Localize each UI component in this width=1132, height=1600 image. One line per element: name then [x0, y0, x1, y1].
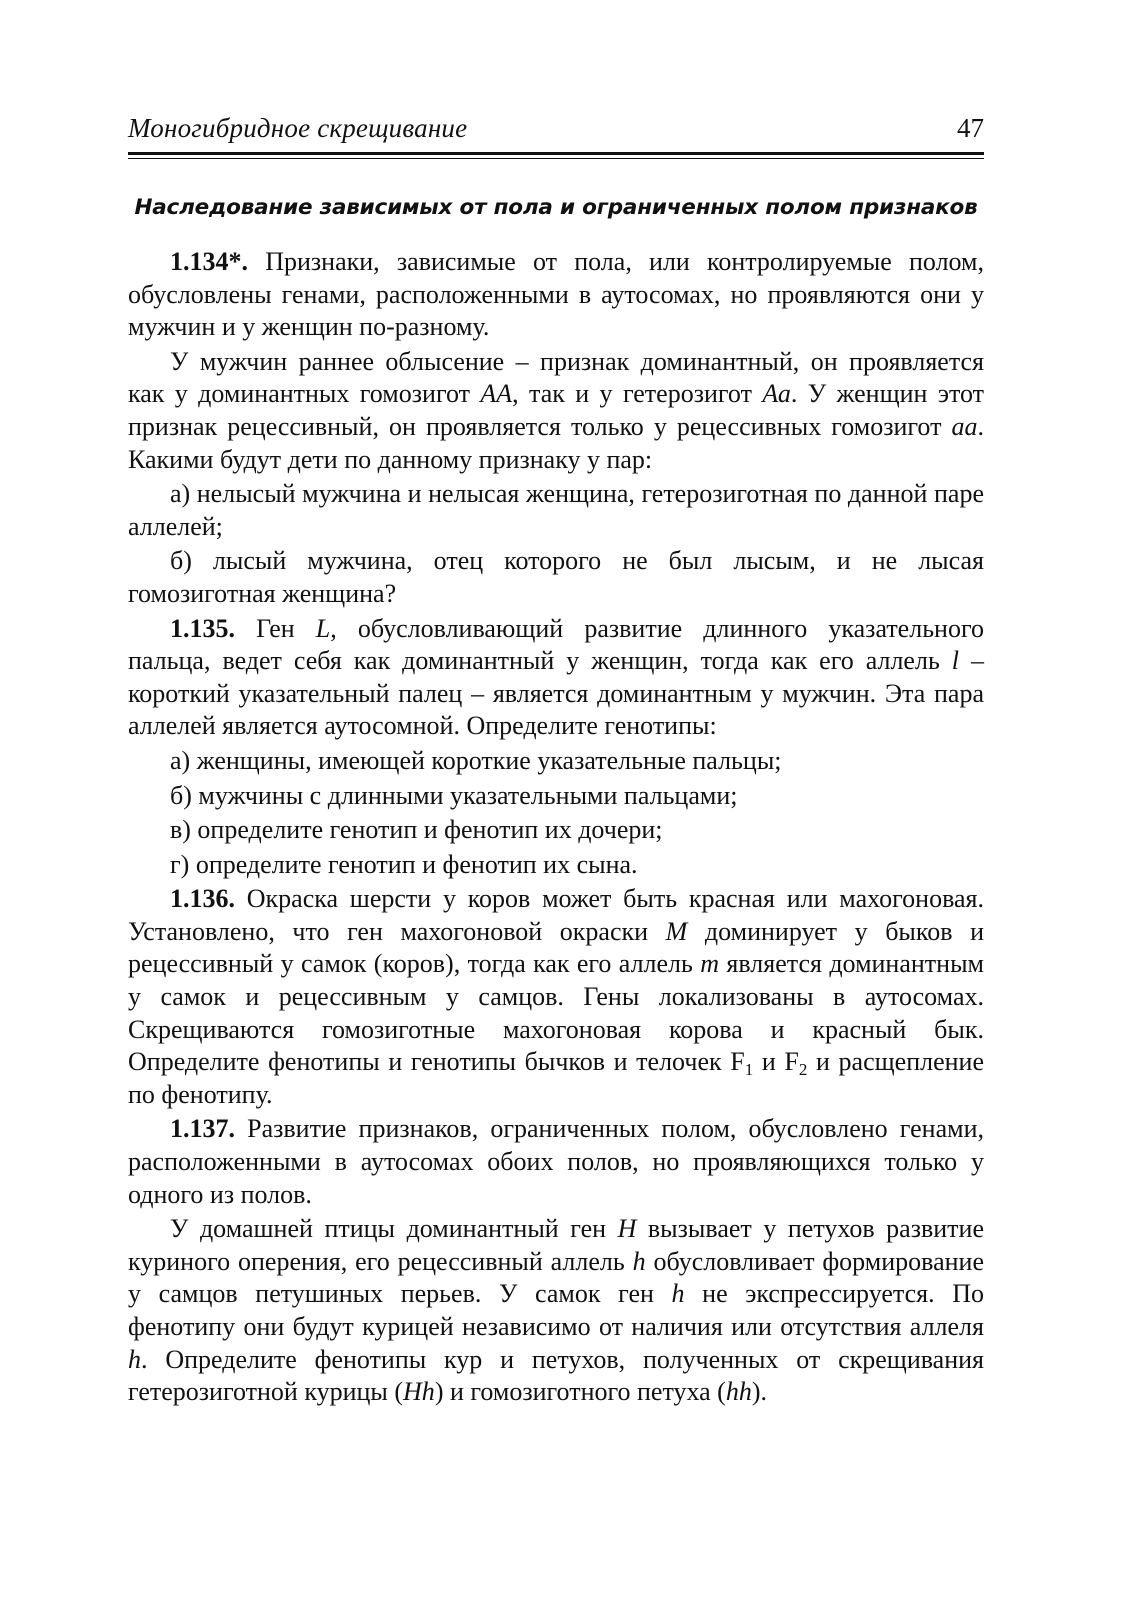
list-item: а) женщины, имеющей короткие указательные пальцы; — [170, 745, 782, 775]
gene-symbol: m — [700, 949, 720, 979]
text-fragment: У мужчин раннее облысение – признак доминантный, он проявляется как у доминантных гомозигот — [128, 346, 984, 409]
text-fragment: ) и гомозиготного петуха ( — [434, 1377, 726, 1407]
text-fragment: и F — [753, 1047, 799, 1077]
list-item: б) мужчины с длинными указательными пальцами; — [170, 780, 738, 810]
problem-number: 1.137. — [170, 1114, 235, 1144]
paragraph-baldness — [128, 346, 984, 476]
text-fragment: и расщепление по фенотипу. — [128, 1047, 984, 1109]
paragraph-text: Признаки, зависимые от пола, или контролируемые полом, обусловлены генами, расположенными в аутосомах, но проявляются они у мужчин и у женщин по-разному. — [128, 247, 985, 342]
list-item: а) нелысый мужчина и нелысая женщина, гетерозиготная по данной паре аллелей; — [128, 479, 984, 541]
text-fragment: является доминантным у самок и рецессивным у самцов. Гены локализованы в аутосомах. Скрещиваются гомозиготные махогоновая корова и красный бык. Определите фенотипы и генотипы бычков и телочек F — [128, 949, 984, 1077]
gene-symbol: l — [951, 646, 960, 676]
text-fragment: . Какими будут дети по данному признаку у пар: — [128, 411, 984, 474]
list-item: в) определите генотип и фенотип их дочери; — [170, 815, 663, 845]
genotype-symbol: аа — [951, 411, 978, 441]
text-fragment: У домашней птицы доминантный ген — [170, 1214, 618, 1244]
gene-symbol: h — [671, 1279, 685, 1309]
body-text — [128, 246, 984, 1409]
genotype-symbol: Аа — [762, 379, 791, 409]
gene-symbol: L — [315, 613, 331, 643]
text-fragment: Окраска шерсти у коров может быть красная или махогоновая. Установлено, что ген махогоновой окраски — [128, 884, 984, 946]
list-item: г) определите генотип и фенотип их сына. — [170, 849, 638, 879]
genotype-symbol: АА — [480, 379, 513, 409]
problem-1-134 — [128, 246, 984, 344]
text-fragment: доминирует у быков и рецессивный у самок (коров), тогда как его аллель — [128, 916, 984, 979]
problem-number: 1.134*. — [170, 247, 248, 276]
header-rule-thick — [128, 152, 984, 155]
text-fragment: не экспрессируется. По фенотипу они будут курицей независимо от наличия или отсутствия аллеля — [128, 1279, 984, 1341]
page-number: 47 — [957, 113, 984, 143]
problem-1-137 — [128, 1113, 984, 1211]
text-fragment: обусловливает формирование у самцов петушиных перьев. У самок ген — [128, 1246, 984, 1309]
genotype-symbol: Hh — [403, 1377, 435, 1407]
gene-symbol: Н — [617, 1214, 637, 1244]
paragraph-text: Развитие признаков, ограниченных полом, обусловлено генами, расположенными в аутосомах обоих полов, но проявляющихся только у одного из полов. — [128, 1114, 984, 1209]
text-fragment: , так и у гетерозигот — [512, 379, 763, 409]
gene-symbol: h — [128, 1344, 141, 1374]
gene-symbol: М — [665, 916, 688, 946]
paragraph-poultry — [128, 1213, 984, 1409]
text-fragment: вызывает у петухов развитие куриного оперения, его рецессивный аллель — [128, 1214, 984, 1276]
gene-symbol: h — [632, 1246, 646, 1276]
generation-subscript: 1 — [744, 1060, 754, 1080]
generation-subscript: 2 — [798, 1060, 808, 1080]
problem-1-135 — [128, 613, 984, 743]
running-title: Моногибридное скрещивание — [128, 113, 468, 143]
problem-number: 1.135. — [170, 613, 235, 643]
header-rule-thin — [128, 158, 984, 159]
problem-1-136 — [128, 883, 984, 1111]
text-fragment: . У женщин этот признак рецессивный, он проявляется только у рецессивных гомозигот — [128, 379, 985, 441]
text-fragment: , обусловливающий развитие длинного указательного пальца, ведет себя как доминантный у женщин, тогда как его аллель — [128, 613, 984, 676]
text-fragment: Ген — [235, 613, 316, 643]
text-fragment: – короткий указательный палец – является доминантным у мужчин. Эта пара аллелей является аутосомной. Определите генотипы: — [128, 646, 984, 741]
section-heading: Наследование зависимых от пола и ограниченных полом признаков — [134, 195, 978, 220]
running-header — [128, 100, 984, 144]
problem-number: 1.136. — [170, 884, 235, 914]
text-fragment: ). — [751, 1377, 768, 1407]
genotype-symbol: hh — [725, 1377, 752, 1407]
text-fragment: . Определите фенотипы кур и петухов, полученных от скрещивания гетерозиготной курицы ( — [128, 1344, 984, 1407]
book-page — [128, 100, 984, 1411]
list-item: б) лысый мужчина, отец которого не был лысым, и не лысая гомозиготная женщина? — [128, 546, 984, 608]
